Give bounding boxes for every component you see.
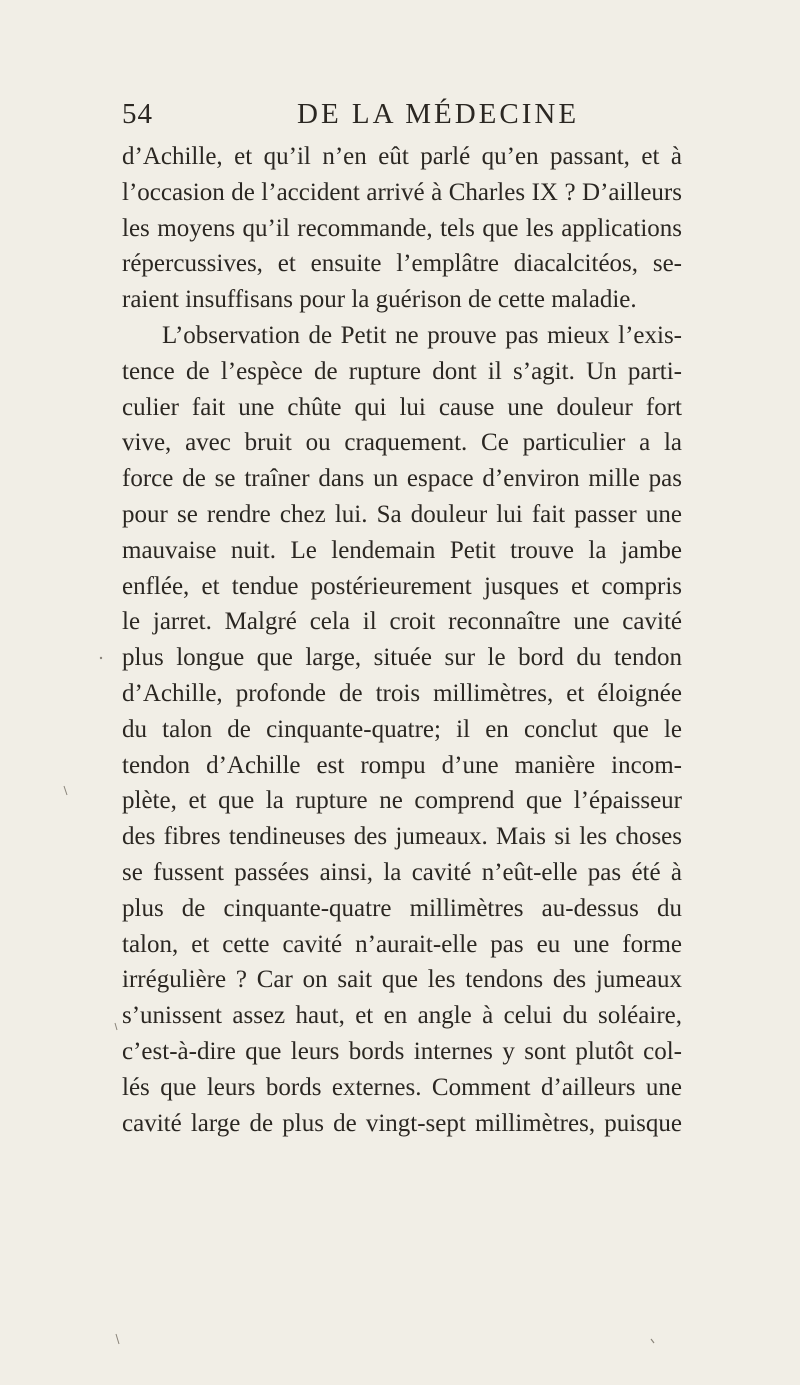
text-line: raient insuffisans pour la guérison de cette maladie. [122, 286, 637, 314]
text-line: pour se rendre chez lui. Sa douleur lui fait passer une [122, 500, 682, 528]
text-line: répercussives, et ensuite l’emplâtre diacalcitéos, se- [122, 250, 682, 278]
text-line: enflée, et tendue postérieurement jusques et compris [122, 572, 682, 600]
text-line: tendon d’Achille est rompu d’une manière incom- [122, 751, 682, 779]
text-line: les moyens qu’il recommande, tels que les applications [122, 214, 682, 242]
text-line: c’est-à-dire que leurs bords internes y sont plutôt col- [122, 1037, 682, 1065]
text-line: mauvaise nuit. Le lendemain Petit trouve la jambe [122, 536, 682, 564]
text-line: culier fait une chûte qui lui cause une douleur fort [122, 393, 682, 421]
text-line: L’observation de Petit ne prouve pas mieux l’exis- [162, 321, 682, 349]
running-head [122, 98, 682, 138]
text-line: s’unissent assez haut, et en angle à celui du soléaire, [122, 1002, 682, 1030]
text-line: plus de cinquante-quatre millimètres au-dessus du [122, 894, 682, 922]
text-line: le jarret. Malgré cela il croit reconnaître une cavité [122, 608, 682, 636]
ink-speck [116, 1334, 119, 1344]
running-title: DE LA MÉDECINE [297, 98, 580, 130]
text-line: l’occasion de l’accident arrivé à Charles IX ? D’ailleurs [122, 178, 682, 206]
ink-speck [115, 1023, 117, 1030]
text-line: cavité large de plus de vingt-sept millimètres, puisque [122, 1109, 682, 1137]
text-line: d’Achille, profonde de trois millimètres, et éloignée [122, 679, 682, 707]
text-line: du talon de cinquante-quatre; il en conclut que le [122, 715, 682, 743]
text-line: tence de l’espèce de rupture dont il s’agit. Un parti- [122, 357, 682, 385]
text-line: irrégulière ? Car on sait que les tendons des jumeaux [122, 966, 682, 994]
text-line: des fibres tendineuses des jumeaux. Mais si les choses [122, 823, 682, 851]
ink-speck [100, 657, 102, 659]
text-line: d’Achille, et qu’il n’en eût parlé qu’en passant, et à [122, 143, 682, 170]
text-line: plus longue que large, située sur le bord du tendon [122, 644, 682, 672]
text-line: lés que leurs bords externes. Comment d’ailleurs une [122, 1073, 682, 1101]
text-line: plète, et que la rupture ne comprend que l’épaisseur [122, 787, 682, 815]
text-line: talon, et cette cavité n’aurait-elle pas eu une forme [122, 930, 682, 958]
body-text [122, 139, 682, 1141]
text-line: vive, avec bruit ou craquement. Ce particulier a la [122, 429, 682, 457]
ink-speck [64, 786, 67, 795]
ink-speck [651, 1339, 654, 1343]
text-line: se fussent passées ainsi, la cavité n’eût-elle pas été à [122, 858, 682, 886]
text-line: force de se traîner dans un espace d’environ mille pas [122, 465, 682, 493]
page-number: 54 [122, 98, 153, 130]
